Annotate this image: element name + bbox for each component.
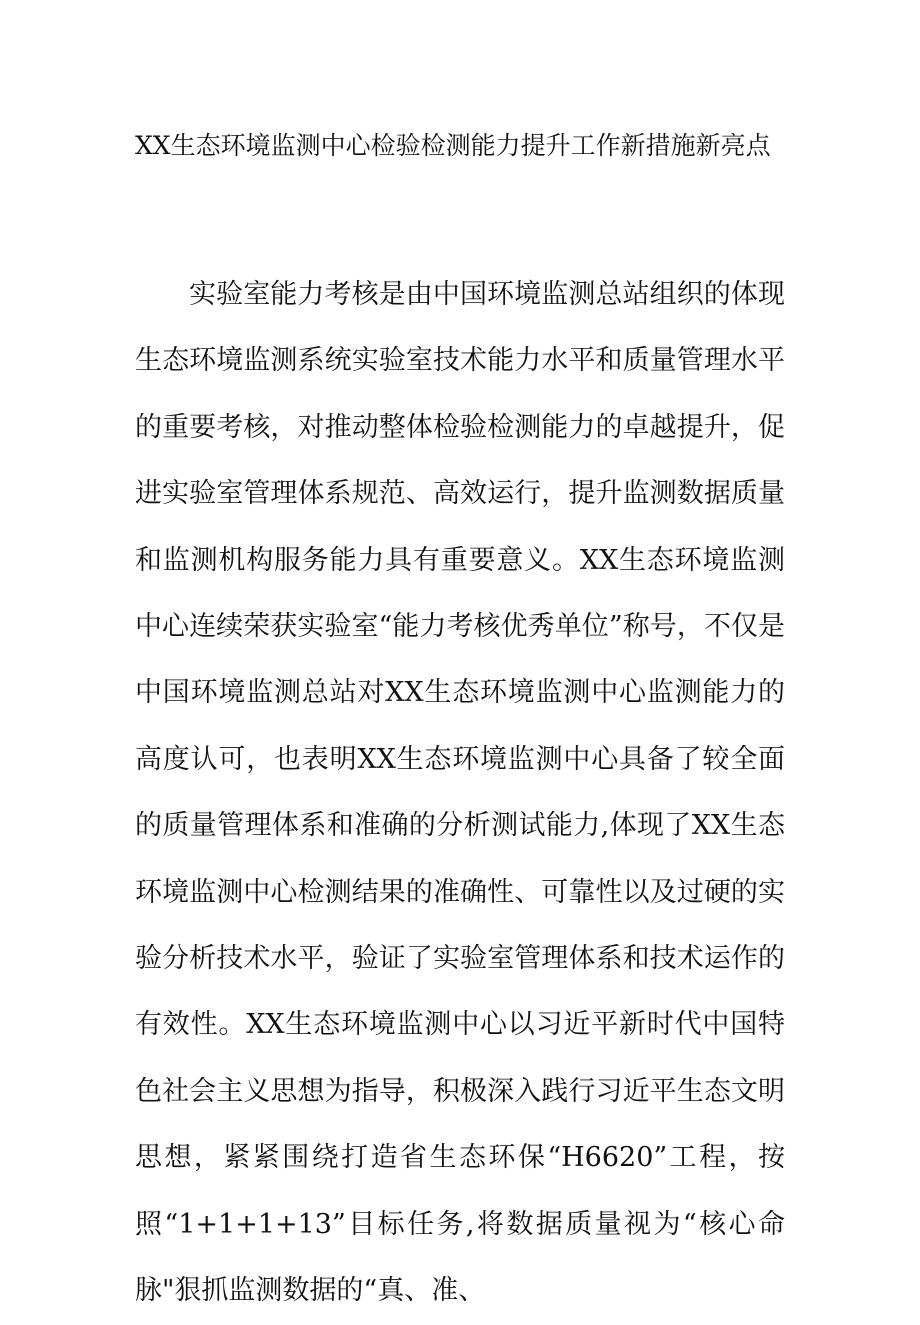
document-title: XX生态环境监测中心检验检测能力提升工作新措施新亮点 <box>135 131 771 160</box>
document-body-paragraph: 实验室能力考核是由中国环境监测总站组织的体现生态环境监测系统实验室技术能力水平和质量管理水平的重要考核，对推动整体检验检测能力的卓越提升，促进实验室管理体系规范、高效运行，提升监测数据质量和监测机构服务能力具有重要意义。XX生态环境监测中心连续荣获实验室“能力考核优秀单位”称号，不仅是中国环境监测总站对XX生态环境监测中心监测能力的高度认可，也表明XX生态环境监测中心具备了较全面的质量管理体系和准确的分析测试能力,体现了XX生态环境监测中心检测结果的准确性、可靠性以及过硬的实验分析技术水平，验证了实验室管理体系和技术运作的有效性。XX生态环境监测中心以习近平新时代中国特色社会主义思想为指导，积极深入践行习近平生态文明思想，紧紧围绕打造省生态环保“H6620”工程，按照“1+1+1+13”目标任务,将数据质量视为“核心命脉"狠抓监测数据的“真、准、 <box>135 279 785 1307</box>
